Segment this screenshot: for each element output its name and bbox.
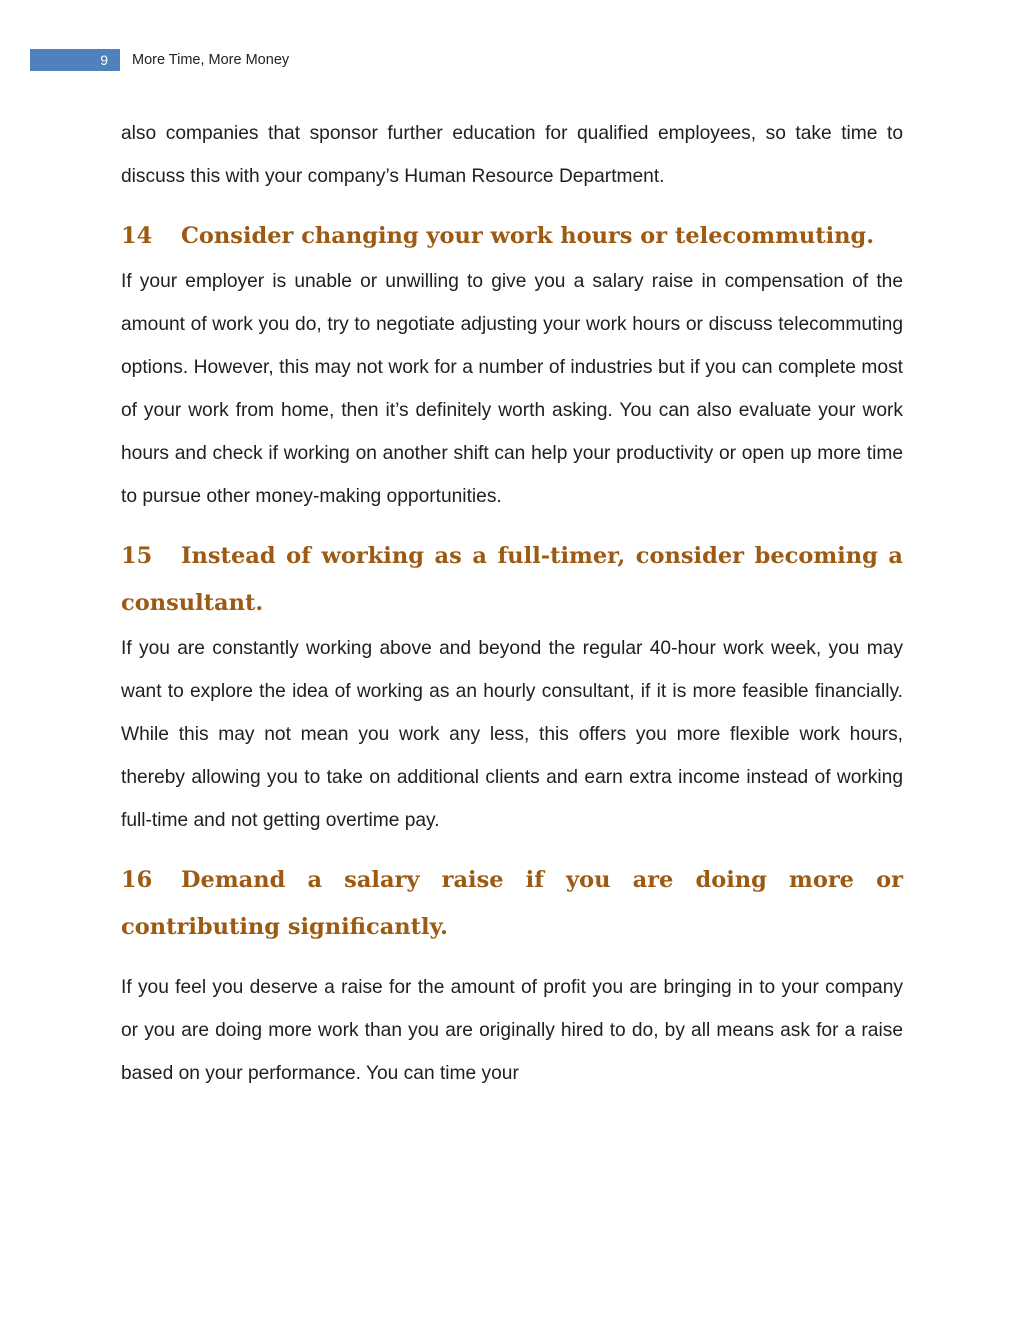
intro-paragraph: also companies that sponsor further education for qualified employees, so take time to discuss this with your company’s Human Resource Department. (121, 123, 903, 187)
section-paragraph-15: If you are constantly working above and beyond the regular 40-hour work week, you may want to explore the idea of working as an hourly consultant, if it is more feasible financially. While this may not mean you work any less, this offers you more flexible work hours, thereby allowing you to take on additional clients and earn extra income instead of working full-time and not getting overtime pay. (121, 638, 903, 831)
page-body (121, 112, 903, 1095)
section-heading-text: Demand a salary raise if you are doing more or contributing significantly. (121, 867, 903, 940)
section-number: 15 (121, 543, 153, 569)
section-heading-15 (121, 533, 903, 627)
section-heading-text: Consider changing your work hours or telecommuting. (181, 223, 875, 249)
section-number: 14 (121, 223, 153, 249)
page-header (30, 49, 289, 71)
section-paragraph-14: If your employer is unable or unwilling to give you a salary raise in compensation of the amount of work you do, try to negotiate adjusting your work hours or discuss telecommuting options. However, this may not work for a number of industries but if you can complete most of your work from home, then it’s definitely worth asking. You can also evaluate your work hours and check if working on another shift can help your productivity or open up more time to pursue other money-making opportunities. (121, 271, 903, 507)
section-number: 16 (121, 867, 153, 893)
section-heading-text: Instead of working as a full-timer, consider becoming a consultant. (121, 543, 903, 616)
section-heading-16 (121, 857, 903, 951)
header-title: More Time, More Money (132, 52, 290, 68)
section-heading-14 (121, 213, 903, 260)
page-number: 9 (30, 49, 120, 71)
section-paragraph-16: If you feel you deserve a raise for the amount of profit you are bringing in to your company or you are doing more work than you are originally hired to do, by all means ask for a raise based on your performance. You can time your (121, 977, 903, 1084)
